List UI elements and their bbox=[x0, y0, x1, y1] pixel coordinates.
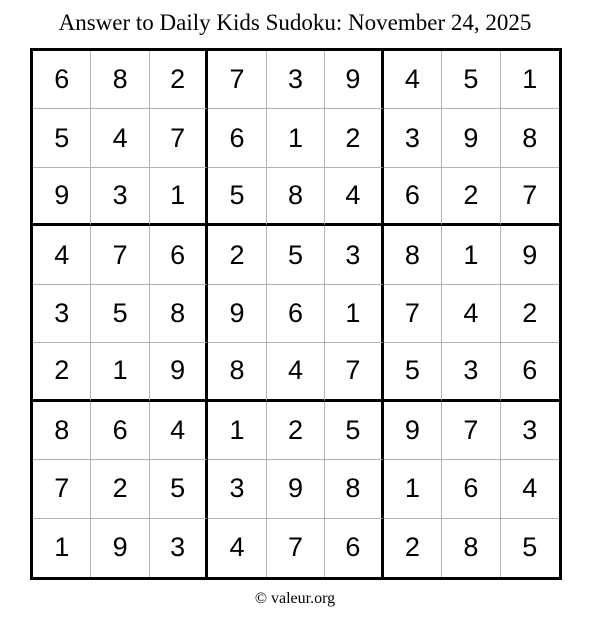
sudoku-cell-r1-c3: 2 bbox=[150, 51, 208, 109]
sudoku-cell-r3-c2: 3 bbox=[91, 168, 149, 226]
sudoku-cell-r7-c6: 5 bbox=[325, 402, 383, 460]
sudoku-cell-r1-c4: 7 bbox=[208, 51, 266, 109]
sudoku-cell-r5-c1: 3 bbox=[33, 285, 91, 343]
sudoku-cell-r5-c7: 7 bbox=[384, 285, 442, 343]
sudoku-cell-r4-c9: 9 bbox=[501, 226, 559, 284]
sudoku-cell-r9-c2: 9 bbox=[91, 519, 149, 577]
sudoku-cell-r8-c5: 9 bbox=[267, 460, 325, 518]
sudoku-cell-r7-c2: 6 bbox=[91, 402, 149, 460]
sudoku-cell-r7-c1: 8 bbox=[33, 402, 91, 460]
sudoku-cell-r5-c3: 8 bbox=[150, 285, 208, 343]
sudoku-cell-r7-c9: 3 bbox=[501, 402, 559, 460]
sudoku-cell-r3-c8: 2 bbox=[442, 168, 500, 226]
sudoku-board bbox=[30, 48, 562, 580]
sudoku-cell-r7-c7: 9 bbox=[384, 402, 442, 460]
sudoku-cell-r9-c9: 5 bbox=[522, 532, 538, 563]
sudoku-cell-r7-c3: 4 bbox=[150, 402, 208, 460]
sudoku-cell-r1-c8: 5 bbox=[442, 51, 500, 109]
sudoku-cell-r4-c5: 5 bbox=[267, 226, 325, 284]
sudoku-cell-r8-c3: 5 bbox=[150, 460, 208, 518]
sudoku-cell-r9-c7: 2 bbox=[384, 519, 442, 577]
sudoku-cell-r9-c3: 3 bbox=[150, 519, 208, 577]
sudoku-cell-r6-c1: 2 bbox=[33, 343, 91, 401]
sudoku-cell-r4-c2: 7 bbox=[91, 226, 149, 284]
sudoku-cell-r2-c5: 1 bbox=[267, 109, 325, 167]
sudoku-cell-r2-c1: 5 bbox=[33, 109, 91, 167]
sudoku-cell-r4-c7: 8 bbox=[384, 226, 442, 284]
sudoku-cell-r8-c8: 6 bbox=[442, 460, 500, 518]
sudoku-cell-r6-c7: 5 bbox=[384, 343, 442, 401]
sudoku-cell-r4-c8: 1 bbox=[442, 226, 500, 284]
sudoku-cell-r1-c5: 3 bbox=[267, 51, 325, 109]
sudoku-cell-r6-c8: 3 bbox=[442, 343, 500, 401]
sudoku-cell-r9-c6: 6 bbox=[325, 519, 383, 577]
sudoku-cell-r3-c9: 7 bbox=[501, 168, 559, 226]
sudoku-cell-r5-c9: 2 bbox=[501, 285, 559, 343]
sudoku-cell-r7-c5: 2 bbox=[267, 402, 325, 460]
sudoku-cell-r4-c4: 2 bbox=[208, 226, 266, 284]
sudoku-cell-r9-c4: 4 bbox=[208, 519, 266, 577]
sudoku-cell-r9-c1: 1 bbox=[33, 519, 91, 577]
sudoku-cell-r2-c9: 8 bbox=[501, 109, 559, 167]
sudoku-cell-r1-c9: 1 bbox=[501, 51, 559, 109]
sudoku-cell-r6-c2: 1 bbox=[91, 343, 149, 401]
sudoku-cell-r9-c5: 7 bbox=[267, 519, 325, 577]
sudoku-cell-r1-c1: 6 bbox=[33, 51, 91, 109]
sudoku-cell-r9-c8: 8 bbox=[442, 519, 500, 577]
sudoku-cell-r2-c2: 4 bbox=[91, 109, 149, 167]
sudoku-cell-r2-c3: 7 bbox=[150, 109, 208, 167]
sudoku-cell-r1-c2: 8 bbox=[91, 51, 149, 109]
sudoku-cell-r8-c7: 1 bbox=[384, 460, 442, 518]
sudoku-cell-r7-c4: 1 bbox=[208, 402, 266, 460]
sudoku-cell-r6-c6: 7 bbox=[325, 343, 383, 401]
sudoku-cell-r5-c5: 6 bbox=[267, 285, 325, 343]
sudoku-cell-r5-c4: 9 bbox=[208, 285, 266, 343]
sudoku-cell-r1-c7: 4 bbox=[384, 51, 442, 109]
sudoku-cell-r4-c6: 3 bbox=[325, 226, 383, 284]
sudoku-cell-r8-c9: 4 bbox=[501, 460, 559, 518]
sudoku-cell-r2-c4: 6 bbox=[208, 109, 266, 167]
sudoku-cell-r8-c2: 2 bbox=[91, 460, 149, 518]
sudoku-cell-r5-c6: 1 bbox=[325, 285, 383, 343]
sudoku-cell-r3-c7: 6 bbox=[384, 168, 442, 226]
sudoku-cell-r3-c1: 9 bbox=[33, 168, 91, 226]
sudoku-cell-r6-c3: 9 bbox=[150, 343, 208, 401]
sudoku-cell-r4-c3: 6 bbox=[150, 226, 208, 284]
sudoku-cell-r5-c8: 4 bbox=[442, 285, 500, 343]
copyright-footer: © valeur.org bbox=[254, 590, 336, 607]
sudoku-cell-r4-c1: 4 bbox=[33, 226, 91, 284]
page-title: Answer to Daily Kids Sudoku: November 24, 2025 bbox=[58, 10, 532, 35]
sudoku-cell-r6-c5: 4 bbox=[267, 343, 325, 401]
sudoku-cell-r2-c7: 3 bbox=[384, 109, 442, 167]
sudoku-cell-r6-c4: 8 bbox=[208, 343, 266, 401]
sudoku-cell-r6-c9: 6 bbox=[501, 343, 559, 401]
sudoku-cell-r8-c6: 8 bbox=[325, 460, 383, 518]
sudoku-cell-r2-c8: 9 bbox=[442, 109, 500, 167]
sudoku-cell-r2-c6: 2 bbox=[325, 109, 383, 167]
sudoku-cell-r8-c1: 7 bbox=[33, 460, 91, 518]
sudoku-cell-r5-c2: 5 bbox=[91, 285, 149, 343]
sudoku-cell-r3-c5: 8 bbox=[267, 168, 325, 226]
sudoku-cell-r3-c6: 4 bbox=[325, 168, 383, 226]
sudoku-cell-r3-c4: 5 bbox=[208, 168, 266, 226]
sudoku-cell-r1-c6: 9 bbox=[325, 51, 383, 109]
sudoku-cell-r7-c8: 7 bbox=[442, 402, 500, 460]
sudoku-cell-r8-c4: 3 bbox=[208, 460, 266, 518]
sudoku-cell-r3-c3: 1 bbox=[150, 168, 208, 226]
